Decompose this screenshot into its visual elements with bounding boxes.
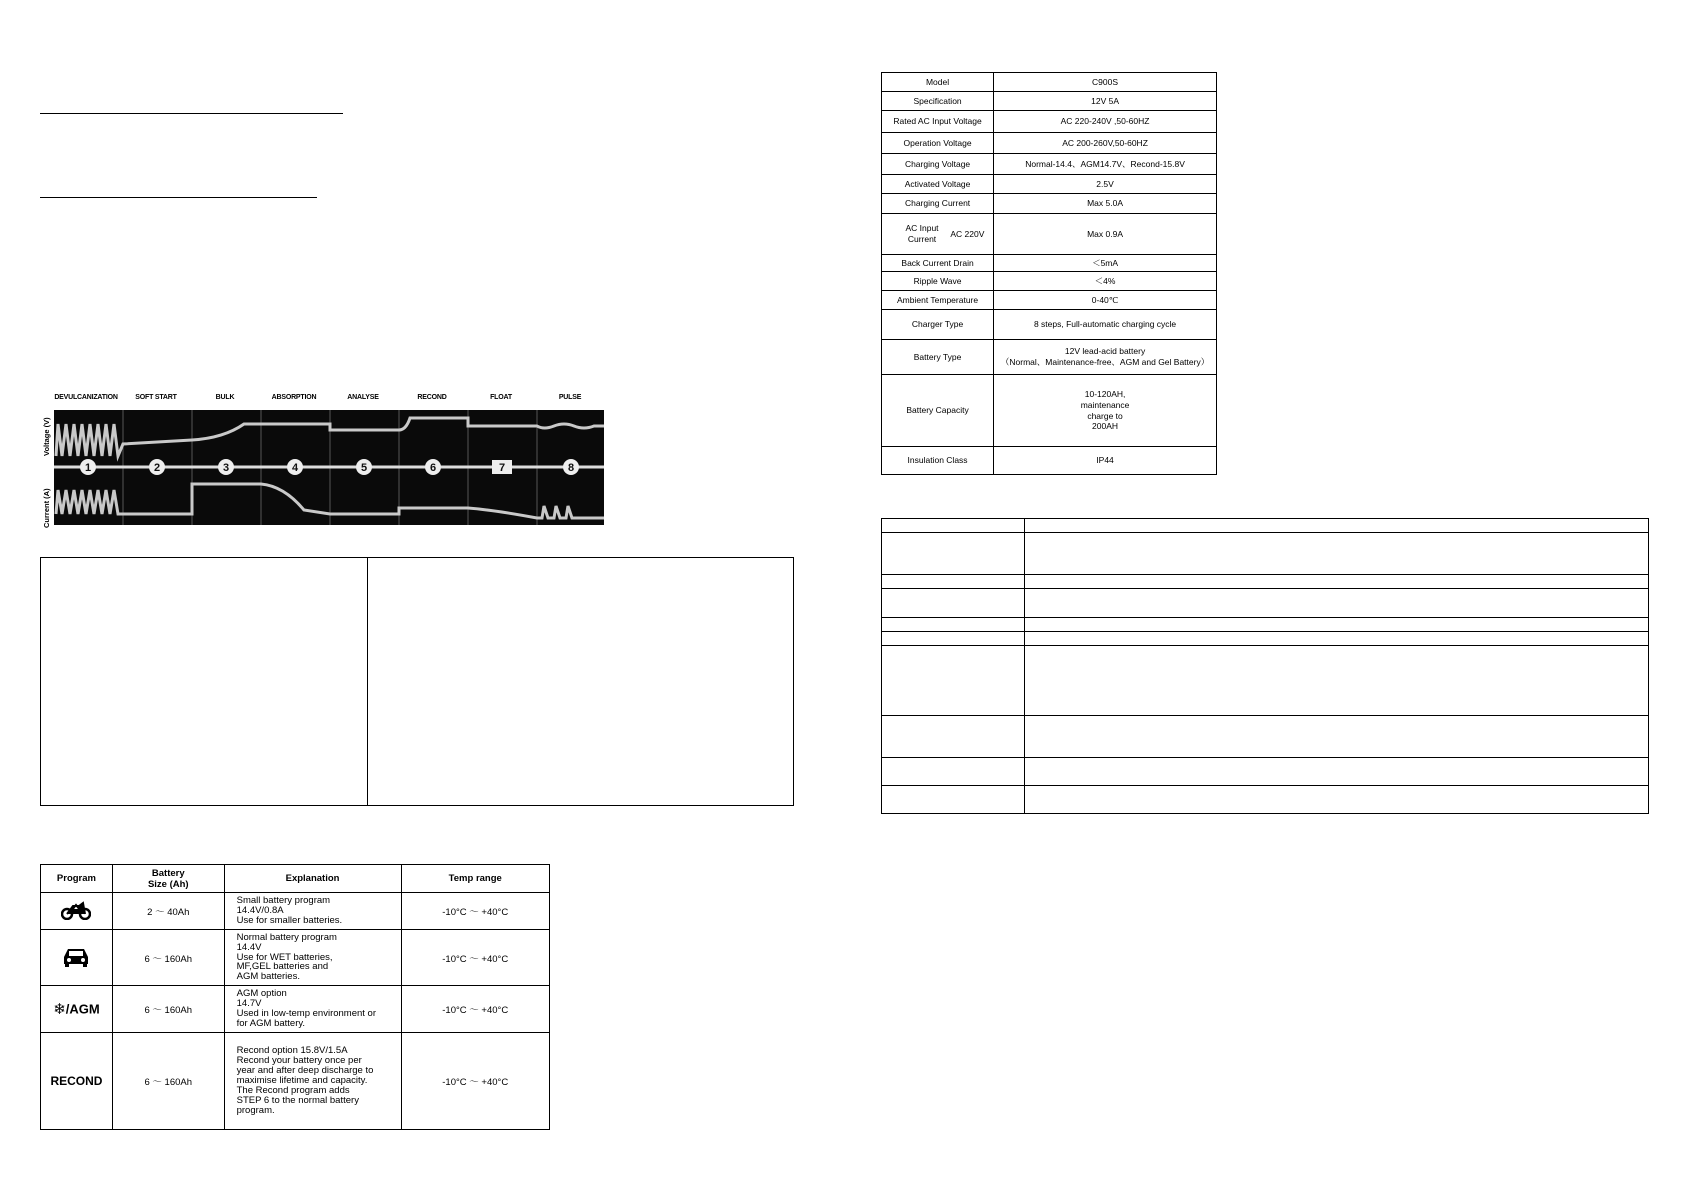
spec-value: C900S <box>994 73 1217 92</box>
spec-value: ＜4% <box>994 272 1217 291</box>
explanation-line: 14.7V <box>236 998 262 1010</box>
table-row <box>882 214 1217 255</box>
temp-cell: -10°C ～ +40°C <box>401 893 550 930</box>
spec-label: Rated AC Input Voltage <box>882 111 994 133</box>
table-cell <box>882 716 1025 758</box>
explanation-line: MF,GEL batteries and <box>236 961 329 973</box>
program-table <box>40 864 550 1130</box>
header-program: Program <box>41 865 113 893</box>
table-row <box>882 340 1217 375</box>
explanation-line: Normal battery program <box>236 931 337 943</box>
table-cell <box>882 589 1025 618</box>
car-icon <box>61 945 91 967</box>
table-cell <box>1024 646 1648 716</box>
step-number: 4 <box>291 462 299 474</box>
program-cell <box>41 1033 113 1130</box>
table-row <box>882 154 1217 175</box>
spec-value-line: 10-120AH, <box>1084 389 1126 400</box>
spec-value-line: 12V lead-acid battery <box>1064 346 1146 357</box>
spec-label: Operation Voltage <box>882 133 994 154</box>
size-cell: 6 ～ 160Ah <box>112 1033 224 1130</box>
step-label: ANALYSE <box>347 394 379 401</box>
table-row <box>882 716 1649 758</box>
spec-value-line: （Normal、Maintenance-free、AGM and Gel Battery） <box>1000 357 1210 367</box>
table-cell <box>1024 632 1648 646</box>
table-row <box>882 646 1649 716</box>
temp-cell: -10°C ～ +40°C <box>401 930 550 986</box>
explanation-cell <box>224 986 401 1033</box>
spec-label <box>882 214 994 255</box>
step-label: DEVULCANIZATION <box>54 394 118 401</box>
step-label: SOFT START <box>135 394 177 401</box>
temp-cell: -10°C ～ +40°C <box>401 1033 550 1130</box>
size-cell: 6 ～ 160Ah <box>112 930 224 986</box>
table-row <box>882 786 1649 814</box>
empty-table <box>881 518 1649 814</box>
program-cell <box>41 986 113 1033</box>
explanation-line: maximise lifetime and capacity. <box>236 1075 368 1087</box>
step-number: 1 <box>84 462 92 474</box>
spec-value-line: charge to <box>1087 410 1123 421</box>
explanation-line: year and after deep discharge to <box>236 1065 374 1077</box>
table-row <box>41 986 550 1033</box>
table-cell <box>882 618 1025 632</box>
spec-value: AC 200-260V,50-60HZ <box>994 133 1217 154</box>
explanation-line: Use for WET batteries, <box>236 951 333 963</box>
table-row <box>882 519 1649 533</box>
table-cell <box>1024 716 1648 758</box>
spec-value: 12V 5A <box>994 92 1217 111</box>
spec-label: Charger Type <box>882 310 994 340</box>
spec-label: Ambient Temperature <box>882 291 994 310</box>
spec-label-sub: AC 220V <box>950 228 985 239</box>
explanation-cell <box>224 930 401 986</box>
table-row <box>882 632 1649 646</box>
recond-label: RECOND <box>50 1074 103 1088</box>
table-row <box>41 893 550 930</box>
step-number: 2 <box>153 462 161 474</box>
explanation-line: Use for smaller batteries. <box>236 914 343 926</box>
spec-label: Back Current Drain <box>882 255 994 272</box>
explanation-line: STEP 6 to the normal battery <box>236 1094 359 1106</box>
program-cell <box>41 893 113 930</box>
table-cell <box>882 575 1025 589</box>
table-row <box>882 194 1217 214</box>
table-row <box>882 310 1217 340</box>
table-cell <box>882 786 1025 814</box>
table-row <box>882 575 1649 589</box>
step-number: 7 <box>498 462 506 474</box>
snowflake-icon: ❄ <box>53 1001 66 1018</box>
table-row <box>882 272 1217 291</box>
spec-label: Model <box>882 73 994 92</box>
spec-label: Activated Voltage <box>882 175 994 194</box>
spec-label: Insulation Class <box>882 447 994 475</box>
size-cell: 2 ～ 40Ah <box>112 893 224 930</box>
table-cell <box>1024 758 1648 786</box>
table-row <box>882 618 1649 632</box>
table-cell <box>882 632 1025 646</box>
spec-value: Max 0.9A <box>994 214 1217 255</box>
table-cell <box>1024 533 1648 575</box>
spec-value: IP44 <box>994 447 1217 475</box>
step-label: FLOAT <box>490 394 512 401</box>
spec-value-line: 200AH <box>1092 421 1119 432</box>
spec-label: Specification <box>882 92 994 111</box>
specification-table <box>881 72 1217 475</box>
table-row <box>882 375 1217 447</box>
size-cell: 6 ～ 160Ah <box>112 986 224 1033</box>
header-explanation: Explanation <box>224 865 401 893</box>
explanation-line: 14.4V/0.8A <box>236 905 284 917</box>
temp-cell: -10°C ～ +40°C <box>401 986 550 1033</box>
spec-value-line: maintenance <box>1080 399 1130 410</box>
explanation-line: 14.4V <box>236 941 262 953</box>
spec-value <box>994 340 1217 375</box>
table-cell <box>1024 786 1648 814</box>
table-row <box>882 758 1649 786</box>
spec-label: Battery Type <box>882 340 994 375</box>
heading-underline-2 <box>40 197 317 198</box>
table-cell <box>882 519 1025 533</box>
step-label: BULK <box>215 394 235 401</box>
table-row <box>882 92 1217 111</box>
spec-label-main: AC Input Current <box>905 223 939 244</box>
explanation-line: Recond your battery once per <box>236 1055 362 1067</box>
table-cell <box>1024 519 1648 533</box>
box-divider <box>367 558 368 805</box>
spec-value: 0-40℃ <box>994 291 1217 310</box>
spec-value: AC 220-240V ,50-60HZ <box>994 111 1217 133</box>
explanation-line: Recond option 15.8V/1.5A <box>236 1045 348 1057</box>
table-row <box>882 111 1217 133</box>
explanation-line: program. <box>236 1104 275 1116</box>
spec-value: Max 5.0A <box>994 194 1217 214</box>
table-cell <box>882 646 1025 716</box>
step-number: 8 <box>567 462 575 474</box>
table-row <box>882 589 1649 618</box>
table-cell <box>1024 618 1648 632</box>
explanation-line: The Recond program adds <box>236 1084 350 1096</box>
explanation-line: AGM option <box>236 988 287 1000</box>
table-cell <box>1024 589 1648 618</box>
table-row <box>882 291 1217 310</box>
current-axis-label: Current (A) <box>42 488 51 528</box>
spec-label: Battery Capacity <box>882 375 994 447</box>
explanation-line: Small battery program <box>236 895 331 907</box>
step-number: 5 <box>360 462 368 474</box>
charging-curve-diagram <box>40 394 642 539</box>
table-row <box>882 175 1217 194</box>
table-header-row <box>41 865 550 893</box>
program-cell <box>41 930 113 986</box>
charging-curve-graphic <box>54 410 604 525</box>
spec-value: Normal-14.4、AGM14.7V、Recond-15.8V <box>994 154 1217 175</box>
table-cell <box>882 758 1025 786</box>
step-number: 3 <box>222 462 230 474</box>
spec-value: 2.5V <box>994 175 1217 194</box>
spec-value: 8 steps, Full-automatic charging cycle <box>994 310 1217 340</box>
motorcycle-icon <box>61 900 91 920</box>
table-row <box>882 255 1217 272</box>
table-row <box>41 930 550 986</box>
explanation-cell <box>224 1033 401 1130</box>
spec-label: Charging Voltage <box>882 154 994 175</box>
header-battery-line-1: Battery <box>151 867 185 879</box>
header-battery-size <box>112 865 224 893</box>
spec-label: Charging Current <box>882 194 994 214</box>
header-battery-line-2: Size (Ah) <box>147 878 189 890</box>
explanation-line: for AGM battery. <box>236 1017 306 1029</box>
table-cell <box>1024 575 1648 589</box>
spec-label: Ripple Wave <box>882 272 994 291</box>
explanation-line: AGM batteries. <box>236 971 300 983</box>
heading-underline-1 <box>40 113 343 114</box>
step-label: ABSORPTION <box>271 394 317 401</box>
step-label: PULSE <box>558 394 582 401</box>
empty-info-box <box>40 557 794 806</box>
explanation-cell <box>224 893 401 930</box>
spec-value <box>994 375 1217 447</box>
table-row <box>882 133 1217 154</box>
step-number: 6 <box>429 462 437 474</box>
explanation-line: Used in low-temp environment or <box>236 1008 377 1019</box>
table-cell <box>882 533 1025 575</box>
step-label: RECOND <box>417 394 447 401</box>
table-row <box>882 533 1649 575</box>
table-row <box>882 73 1217 92</box>
spec-value: ＜5mA <box>994 255 1217 272</box>
header-temp-range: Temp range <box>401 865 550 893</box>
agm-label: /AGM <box>65 1001 100 1017</box>
table-row <box>882 447 1217 475</box>
table-row <box>41 1033 550 1130</box>
voltage-axis-label: Voltage (V) <box>42 417 51 456</box>
step-labels <box>40 394 642 408</box>
